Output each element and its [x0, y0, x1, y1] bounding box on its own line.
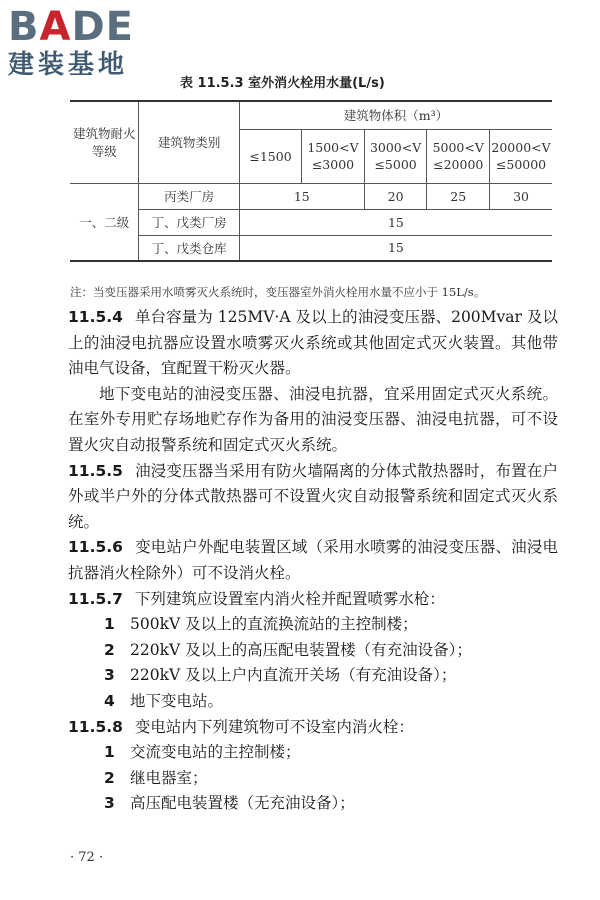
type-cell: 丁、戊类厂房: [139, 209, 239, 235]
value-cell: 30: [490, 183, 552, 209]
clause-number: 11.5.4: [68, 308, 123, 326]
list-item: 1 交流变电站的主控制楼；: [104, 743, 301, 762]
logo-wordmark: BADE: [8, 4, 134, 50]
list-item: 2 220kV 及以上的高压配电装置楼（有充油设备）；: [104, 640, 472, 659]
volume-range: 5000<V ≤20000: [427, 129, 490, 183]
value-cell: 20: [364, 183, 427, 209]
header-fire-rating: 建筑物耐火等级: [70, 101, 139, 183]
clause-11-5-7: [68, 587, 558, 613]
table-title: 表 11.5.3 室外消火栓用水量(L/s): [180, 76, 385, 91]
value-cell: 25: [427, 183, 490, 209]
table-note: 注：当变压器采用水喷雾灭火系统时，变压器室外消火栓用水量不应小于 15L/s。: [70, 285, 486, 299]
type-cell: 丁、戊类仓库: [139, 235, 239, 261]
clause-text: 变电站内下列建筑物可不设室内消火栓：: [134, 717, 414, 736]
list-item: 3 220kV 及以上户内直流开关场（有充油设备）；: [104, 666, 457, 685]
table-row: [70, 209, 552, 235]
table-row: [70, 235, 552, 261]
clause-number: 11.5.8: [68, 717, 123, 736]
clause-number: 11.5.5: [68, 461, 123, 480]
logo-subtitle: 建装基地: [8, 50, 129, 80]
clause-text: 单台容量为 125MV·A 及以上的油浸变压器、200Mvar 及以上的油浸电抗器应设置水喷雾灭火系统或其他固定式灭火装置。其他带油电气设备，宜配置干粉灭火器。: [68, 308, 558, 378]
clause-11-5-6: [68, 535, 558, 586]
value-cell: 15: [239, 209, 552, 235]
clause-11-5-8: [68, 715, 558, 741]
volume-range: 20000<V ≤50000: [490, 129, 552, 183]
clause-11-5-5: [68, 459, 558, 536]
clause-number: 11.5.6: [68, 538, 123, 557]
header-volume: 建筑物体积（m³）: [239, 101, 552, 129]
clause-text: 油浸变压器当采用有防火墙隔离的分体式散热器时，布置在户外或半户外的分体式散热器可不设置火灾自动报警系统和固定式灭火系统。: [68, 461, 558, 531]
header-building-type: 建筑物类别: [139, 101, 239, 183]
volume-range: 3000<V ≤5000: [364, 129, 427, 183]
list-item: 2 继电器室；: [104, 768, 208, 787]
table-row: [70, 183, 552, 209]
value-cell: 15: [239, 183, 364, 209]
list-item: 1 500kV 及以上的直流换流站的主控制楼；: [104, 615, 418, 634]
clause-text: 下列建筑应设置室内消火栓并配置喷雾水枪：: [134, 589, 445, 608]
clause-paragraph: 地下变电站的油浸变压器、油浸电抗器，宜采用固定式灭火系统。在室外专用贮存场地贮存作为备用的油浸变压器、油浸电抗器，可不设置火灾自动报警系统和固定式灭火系统。: [68, 384, 558, 454]
body-text: [68, 305, 558, 817]
value-cell: 15: [239, 235, 552, 261]
page-number: · 72 ·: [70, 850, 104, 865]
list-item: 3 高压配电装置楼（无充油设备）；: [104, 794, 355, 813]
volume-range: ≤1500: [239, 129, 301, 183]
clause-11-5-4: [68, 305, 558, 382]
volume-range: 1500<V ≤3000: [302, 129, 365, 183]
clause-number: 11.5.7: [68, 589, 123, 608]
clause-text: 变电站户外配电装置区域（采用水喷雾的油浸变压器、油浸电抗器消火栓除外）可不设消火栓。: [68, 538, 558, 582]
type-cell: 丙类厂房: [139, 183, 239, 209]
list-item: 4 地下变电站。: [104, 691, 224, 710]
rating-cell: 一、二级: [70, 183, 139, 261]
hydrant-water-table: [70, 100, 552, 262]
logo: [8, 6, 178, 80]
